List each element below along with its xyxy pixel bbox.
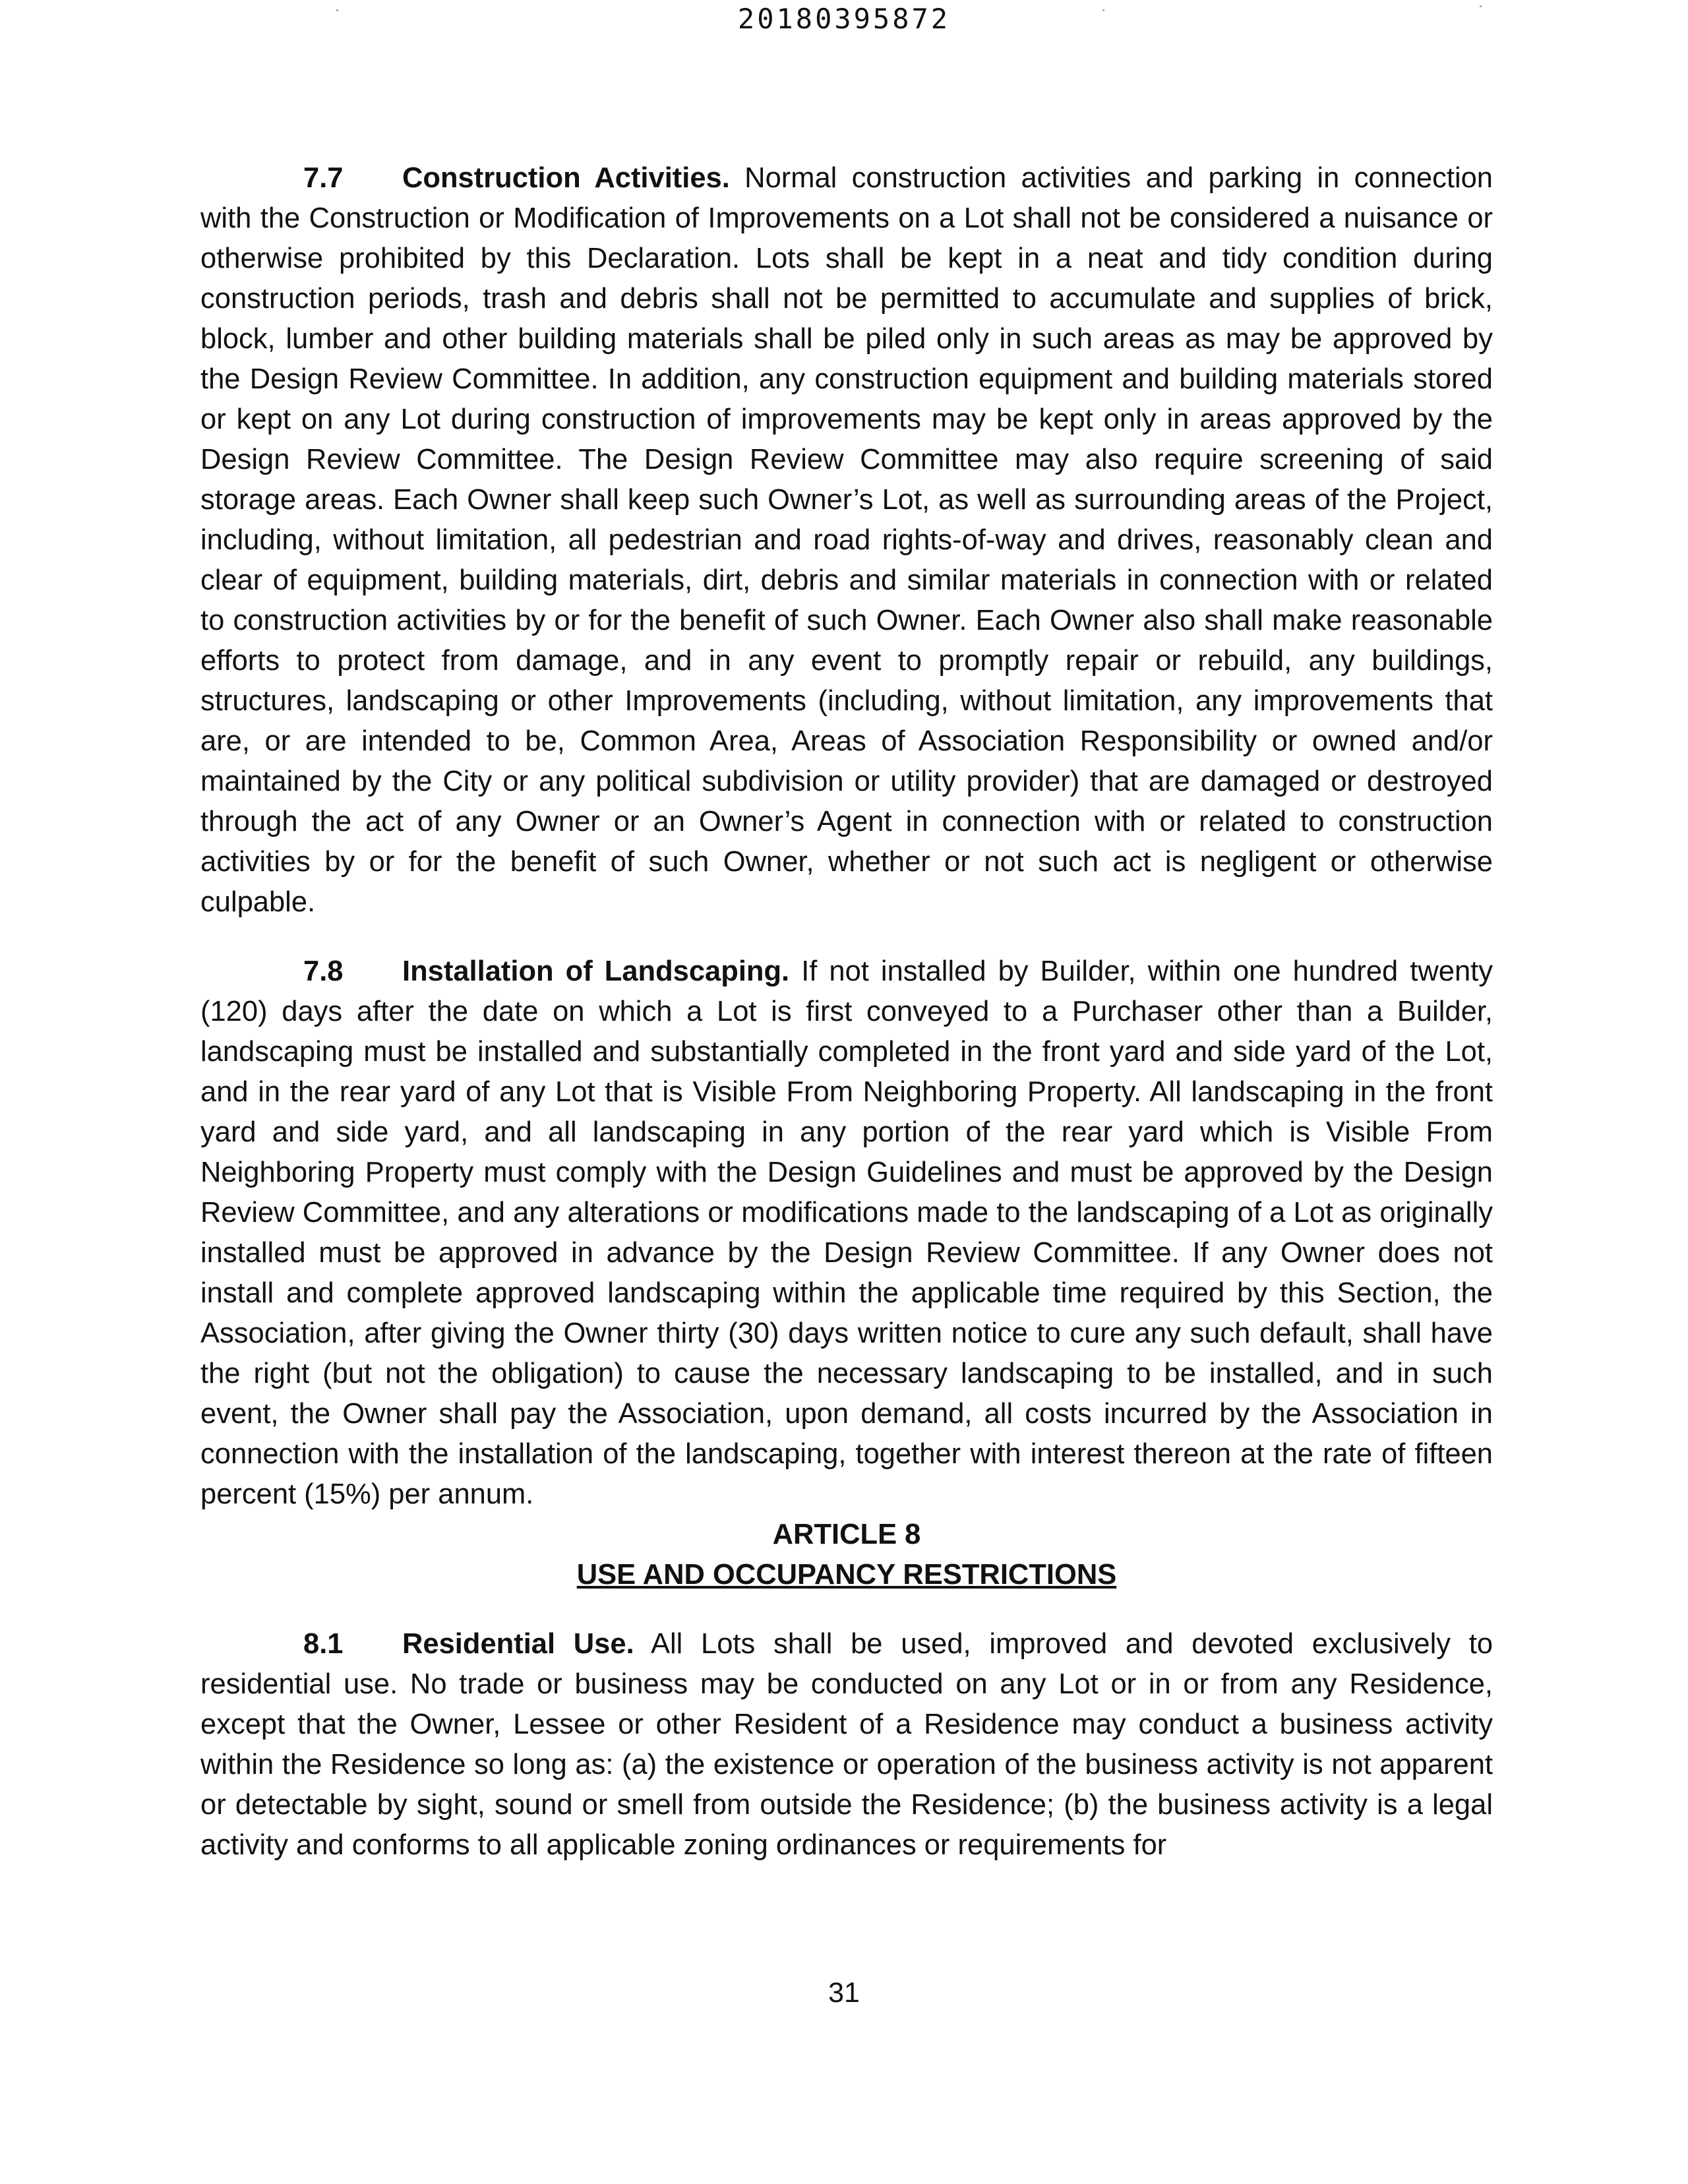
scan-speck bbox=[336, 9, 338, 11]
section-text: All Lots shall be used, improved and devoted exclusively to residential use. No trade or business may be conducted on any Lot or in or from any Residence, except that the Owner, Lessee or other Resident of a Residence may conduct a business activity within the Residence so long as: (a) the existence or operation of the business activity is not apparent or detectable by sight, sound or smell from outside the Residence; (b) the business activity is a legal activity and conforms to all applicable zoning ordinances or requirements for bbox=[200, 1628, 1493, 1861]
scan-speck bbox=[1102, 9, 1104, 11]
paragraph-gap bbox=[200, 923, 1493, 952]
section-8-1 bbox=[200, 1624, 1493, 1866]
section-7-8 bbox=[200, 952, 1493, 1515]
section-7-7 bbox=[200, 158, 1493, 923]
section-title: Residential Use. bbox=[402, 1628, 634, 1660]
paragraph-gap bbox=[200, 1595, 1493, 1624]
scan-speck bbox=[1480, 5, 1482, 7]
page-number: 31 bbox=[828, 1977, 860, 2009]
body-text bbox=[200, 158, 1493, 1866]
article-heading: ARTICLE 8 bbox=[772, 1519, 921, 1550]
article-title-text: USE AND OCCUPANCY RESTRICTIONS bbox=[576, 1559, 1117, 1591]
section-text: Normal construction activities and parking in connection with the Construction or Modification of Improvements on a Lot shall not be considered a nuisance or otherwise prohibited by this Declaration. Lots shall be kept in a neat and tidy condition during construction periods, trash and debris shall not be permitted to accumulate and supplies of brick, block, lumber and other building materials shall be piled only in such areas as may be approved by the Design Review Committee. In addition, any construction equipment and building materials stored or kept on any Lot during construction of improvements may be kept only in areas approved by the Design Review Committee. The Design Review Committee may also require screening of said storage areas. Each Owner shall keep such Owner’s Lot, as well as surrounding areas of the Project, including, without limitation, all pedestrian and road rights-of-way and drives, reasonably clean and clear of equipment, building materials, dirt, debris and similar materials in connection with or related to construction activities by or for the benefit of such Owner. Each Owner also shall make reasonable efforts to protect from damage, and in any event to promptly repair or rebuild, any buildings, structures, landscaping or other Improvements (including, without limitation, any improvements that are, or are intended to be, Common Area, Areas of Association Responsibility or owned and/or maintained by the City or any political subdivision or utility provider) that are damaged or destroyed through the act of any Owner or an Owner’s Agent in connection with or related to construction activities by or for the benefit of such Owner, whether or not such act is negligent or otherwise culpable. bbox=[200, 162, 1493, 918]
section-number: 8.1 bbox=[303, 1628, 344, 1660]
section-text: If not installed by Builder, within one hundred twenty (120) days after the date on which a Lot is first conveyed to a Purchaser other than a Builder, landscaping must be installed and substantially completed in the front yard and side yard of the Lot, and in the rear yard of any Lot that is Visible From Neighboring Property. All landscaping in the front yard and side yard, and all landscaping in any portion of the rear yard which is Visible From Neighboring Property must comply with the Design Guidelines and must be approved by the Design Review Committee, and any alterations or modifications made to the landscaping of a Lot as originally installed must be approved in advance by the Design Review Committee. If any Owner does not install and complete approved landscaping within the applicable time required by this Section, the Association, after giving the Owner thirty (30) days written notice to cure any such default, shall have the right (but not the obligation) to cause the necessary landscaping to be installed, and in such event, the Owner shall pay the Association, upon demand, all costs incurred by the Association in connection with the installation of the landscaping, together with interest thereon at the rate of fifteen percent (15%) per annum. bbox=[200, 956, 1493, 1510]
section-number: 7.7 bbox=[303, 162, 344, 194]
document-number: 20180395872 bbox=[737, 3, 951, 35]
article-title bbox=[200, 1555, 1493, 1595]
section-number: 7.8 bbox=[303, 956, 344, 987]
section-title: Construction Activities. bbox=[402, 162, 730, 194]
section-title: Installation of Landscaping. bbox=[402, 956, 790, 987]
